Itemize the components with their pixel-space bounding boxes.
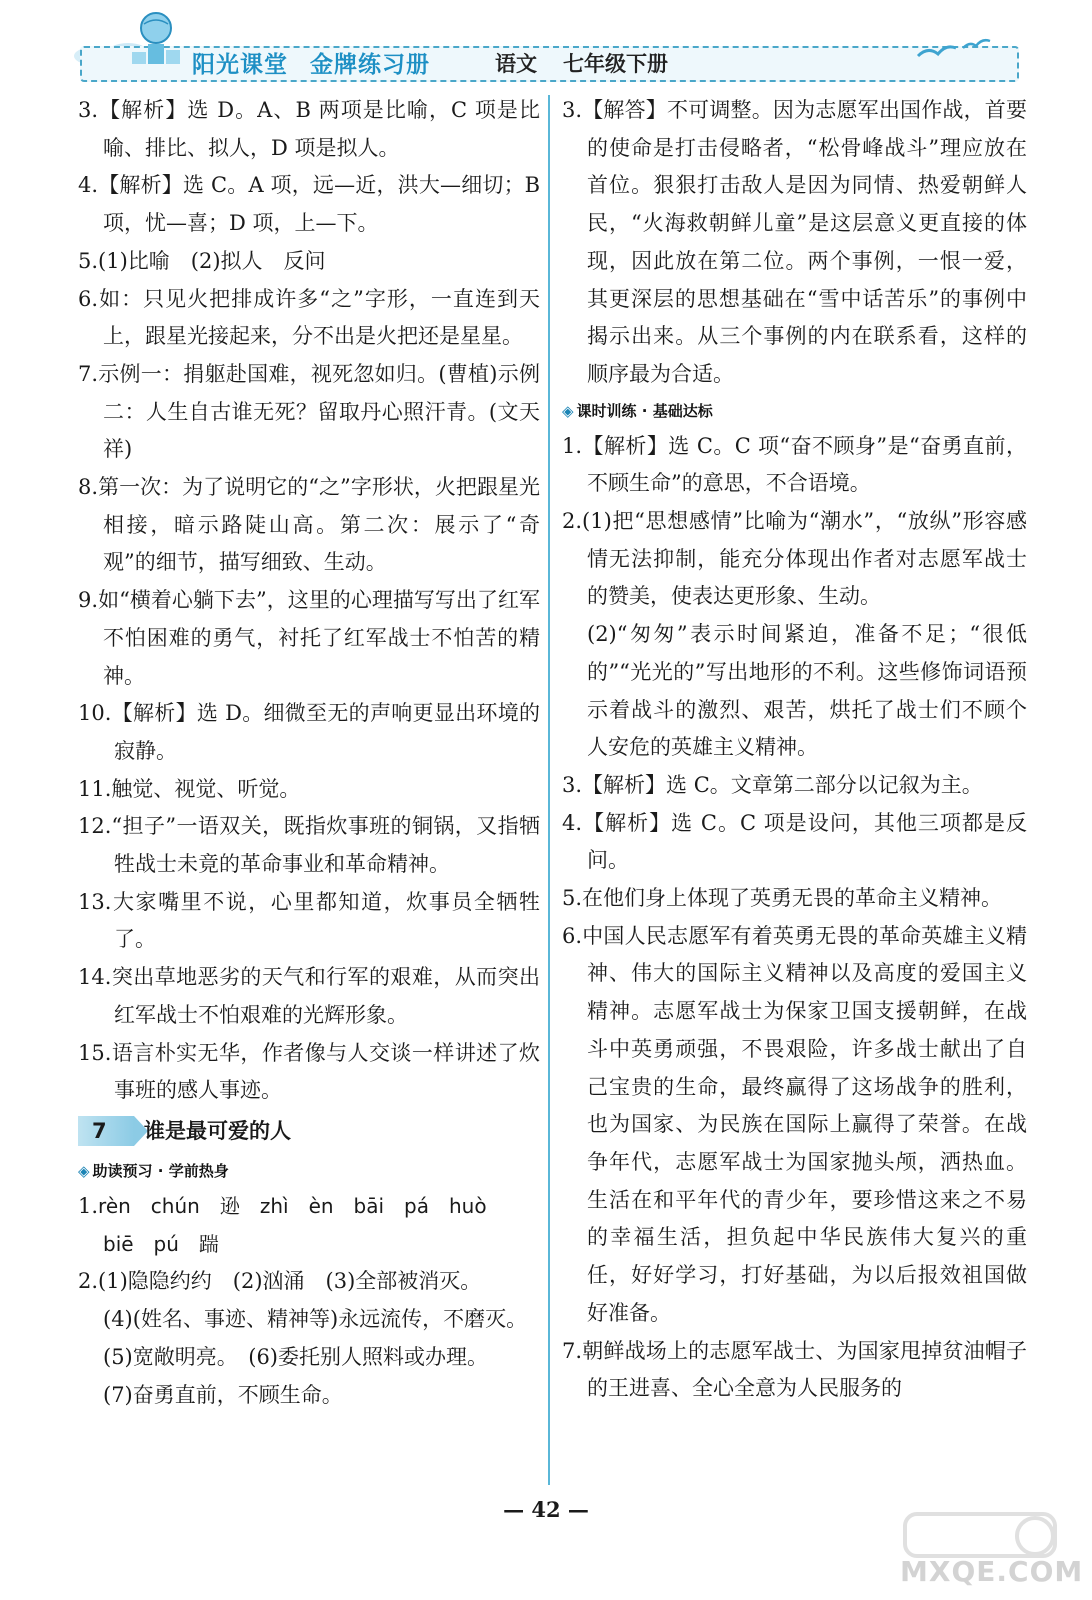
watermark-text: MXQE.COM <box>900 1555 1084 1588</box>
answer-item: 5.在他们身上体现了英勇无畏的革命主义精神。 <box>562 886 1003 911</box>
subject-grade <box>495 48 694 78</box>
answer-item: 2.(1)隐隐约约 (2)汹涌 (3)全部被消灭。 <box>78 1269 482 1294</box>
answer-item: 12.“担子”一语双关，既指炊事班的铜锅，又指牺牲战士未竟的革命事业和革命精神。 <box>78 814 540 877</box>
page-number: — 42 — <box>503 1497 589 1522</box>
diamond-icon: ◈ <box>78 1161 90 1180</box>
page-header <box>70 10 1025 86</box>
answer-item: 11.触觉、视觉、听觉。 <box>78 776 301 801</box>
grade-label: 七年级下册 <box>563 52 668 76</box>
pinyin-line: biē pú 踹 <box>103 1231 219 1256</box>
answer-item: 7.朝鲜战场上的志愿军战士、为国家甩掉贫油帽子的王进喜、全心全意为人民服务的 <box>562 1338 1027 1401</box>
answer-item: 5.(1)比喻 (2)拟人 反问 <box>78 248 326 273</box>
column-divider <box>548 95 550 1485</box>
answer-item: 6.如：只见火把排成许多“之”字形，一直连到天上，跟星光接起来，分不出是火把还是星星。 <box>78 286 540 349</box>
answer-item: 15.语言朴实无华，作者像与人交谈一样讲述了炊事班的感人事迹。 <box>78 1040 540 1103</box>
diamond-icon: ◈ <box>562 401 574 420</box>
answer-item: 6.中国人民志愿军有着英勇无畏的革命英雄主义精神、伟大的国际主义精神以及高度的爱国主义精神。志愿军战士为保家卫国支援朝鲜，在战斗中英勇顽强，不畏艰险，许多战士献出了自己宝贵的生命，最终赢得了这场战争的胜利，也为国家、为民族在国际上赢得了荣誉。在战争年代，志愿军战士为国家抛头颅，洒热血。生活在和平年代的青少年，要珍惜这来之不易的幸福生活，担负起中华民族伟大复兴的重任，好好学习，打好基础，为以后报效祖国做好准备。 <box>562 923 1027 1325</box>
answer-item: 3.【解析】选 D。A、B 两项是比喻，C 项是比喻、排比、拟人，D 项是拟人。 <box>78 98 540 160</box>
answer-item: 2.(1)把“思想感情”比喻为“潮水”，“放纵”形容感情无法抑制，能充分体现出作者对志愿军战士的赞美，使表达更形象、生动。 <box>562 509 1027 609</box>
pinyin-item: 1.rèn chún 逊 zhì èn bāi pá huò <box>78 1193 487 1218</box>
answer-item: 3.【解析】选 C。文章第二部分以记叙为主。 <box>562 772 983 797</box>
answer-line: (5)宽敞明亮。 (6)委托别人照料或办理。 <box>103 1344 488 1369</box>
subject-label: 语文 <box>495 52 537 76</box>
lesson-heading <box>78 1112 540 1150</box>
globe-trophy-icon <box>122 10 190 66</box>
lesson-number: 7 <box>92 1118 107 1143</box>
answer-item: 8.第一次：为了说明它的“之”字形状，火把跟星光相接，暗示路陡山高。第二次：展示了“奇观”的细节，描写细致、生动。 <box>78 475 540 575</box>
section-title: ◈ 课时训练 · 基础达标 <box>562 401 713 420</box>
answer-item: 1.【解析】选 C。C 项“奋不顾身”是“奋勇直前，不顾生命”的意思，不合语境。 <box>562 433 1027 496</box>
answer-item: 10.【解析】选 D。细微至无的声响更显出环境的寂静。 <box>78 701 540 763</box>
book-title <box>192 46 452 79</box>
answer-item: 13.大家嘴里不说，心里都知道，炊事员全牺牲了。 <box>78 889 540 952</box>
birds-icon <box>908 26 1008 66</box>
answer-item: 7.示例一：捐躯赴国难，视死忽如归。(曹植)示例二：人生自古谁无死？留取丹心照汗青。(文天祥) <box>78 361 540 462</box>
brand-name: 阳光课堂 <box>192 52 288 78</box>
answer-item: 4.【解析】选 C。A 项，远—近，洪大—细切；B 项，忧—喜；D 项，上—下。 <box>78 173 540 236</box>
section-title: ◈ 助读预习 · 学前热身 <box>78 1161 229 1180</box>
answer-item: 3.【解答】不可调整。因为志愿军出国作战，首要的使命是打击侵略者，“松骨峰战斗”理应放在首位。狠狠打击敌人是因为同情、热爱朝鲜人民，“火海救朝鲜儿童”是这层意义更直接的体现，因此放在第二位。两个事例，一恨一爱，其更深层的思想基础在“雪中话苦乐”的事例中揭示出来。从三个事例的内在联系看，这样的顺序最为合适。 <box>562 98 1027 386</box>
answer-item: 14.突出草地恶劣的天气和行军的艰难，从而突出红军战士不怕艰难的光辉形象。 <box>78 965 540 1027</box>
answer-line: (7)奋勇直前，不顾生命。 <box>103 1382 343 1407</box>
answer-line: (4)(姓名、事迹、精神等)永远流传，不磨灭。 <box>103 1307 528 1332</box>
lesson-title: 谁是最可爱的人 <box>144 1118 291 1143</box>
right-column <box>562 92 1027 1408</box>
answer-subitem: (2)“匆匆”表示时间紧迫，准备不足；“很低的”“光光的”写出地形的不利。这些修饰词语预示着战斗的激烈、艰苦，烘托了战士们不顾个人安危的英雄主义精神。 <box>587 622 1027 760</box>
answer-item: 4.【解析】选 C。C 项是设问，其他三项都是反问。 <box>562 810 1027 873</box>
left-column <box>78 92 540 1414</box>
series-name: 金牌练习册 <box>310 52 430 78</box>
answer-item: 9.如“横着心躺下去”，这里的心理描写写出了红军不怕困难的勇气，衬托了红军战士不怕苦的精神。 <box>78 588 540 688</box>
